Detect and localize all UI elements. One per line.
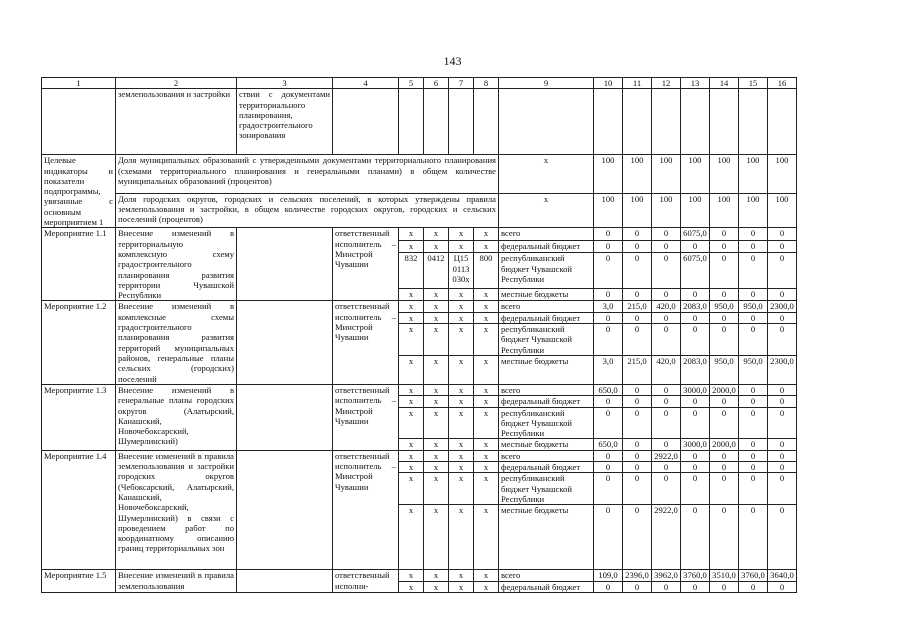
funding-value: 0: [623, 439, 652, 450]
funding-value: 0: [768, 228, 797, 241]
event-basis-empty: [237, 384, 333, 450]
event-label: Мероприятие 1.4: [42, 450, 116, 569]
budget-code: x: [449, 570, 474, 581]
funding-value: 0: [594, 581, 623, 592]
funding-source: республиканский бюджет Чувашской Республики: [499, 473, 594, 505]
funding-value: 0: [594, 228, 623, 241]
indicator-text: Доля городских округов, городских и сельских поселений, в которых утверждены правила землепользования и застройки, в общем количестве городских округов, городских и сельских поселений (процентов): [116, 193, 499, 228]
budget-code: x: [474, 439, 499, 450]
funding-value: 3640,0: [768, 570, 797, 581]
event-label: Мероприятие 1.3: [42, 384, 116, 450]
funding-value: 0: [739, 312, 768, 323]
funding-value: 3510,0: [710, 570, 739, 581]
funding-value: 0: [652, 462, 681, 473]
budget-code: x: [449, 228, 474, 241]
funding-value: 0: [652, 228, 681, 241]
indicator-value: 100: [768, 155, 797, 193]
funding-value: 0: [710, 324, 739, 356]
indicator-text: Доля муниципальных образований с утвержденными документами территориального планирования (схемами территориального планирования и генеральными планами) в общем количестве муниципальных образований (процентов): [116, 155, 499, 193]
funding-value: 0: [768, 581, 797, 592]
funding-value: 2396,0: [623, 570, 652, 581]
indicators-label: Целевые индикаторы и показатели подпрограммы, увязанные с основным мероприятием 1: [42, 155, 116, 228]
budget-code: x: [399, 355, 424, 384]
budget-code: x: [449, 473, 474, 505]
funding-source: всего: [499, 301, 594, 312]
funding-value: 0: [594, 288, 623, 301]
budget-code: x: [424, 439, 449, 450]
funding-value: 0: [594, 450, 623, 461]
funding-value: 0: [710, 240, 739, 253]
funding-value: 0: [594, 462, 623, 473]
budget-code: x: [399, 384, 424, 395]
funding-value: 0: [594, 312, 623, 323]
funding-value: 0: [768, 240, 797, 253]
responsible-executor: ответственный исполнитель – Минстрой Чувашии: [333, 228, 399, 301]
funding-value: 0: [623, 228, 652, 241]
funding-row: [42, 570, 797, 581]
indicator-value: 100: [652, 155, 681, 193]
funding-value: 0: [710, 581, 739, 592]
funding-value: 0: [768, 473, 797, 505]
funding-value: 0: [768, 396, 797, 407]
funding-value: 0: [768, 439, 797, 450]
column-number: 12: [652, 78, 681, 89]
indicator-value: 100: [652, 193, 681, 228]
budget-code: x: [424, 324, 449, 356]
funding-source: федеральный бюджет: [499, 581, 594, 592]
funding-value: 3,0: [594, 301, 623, 312]
funding-source: федеральный бюджет: [499, 462, 594, 473]
column-number: 5: [399, 78, 424, 89]
budget-code: x: [399, 312, 424, 323]
budget-code: x: [424, 396, 449, 407]
funding-value: 0: [710, 312, 739, 323]
column-number: 13: [681, 78, 710, 89]
budget-code: x: [449, 288, 474, 301]
budget-code: x: [399, 288, 424, 301]
indicator-value: 100: [710, 193, 739, 228]
funding-value: 2300,0: [768, 301, 797, 312]
budget-code: x: [399, 450, 424, 461]
continuation-row: [42, 89, 797, 155]
funding-value: 0: [623, 384, 652, 395]
funding-value: 0: [681, 324, 710, 356]
funding-value: 0: [710, 253, 739, 288]
column-number: 9: [499, 78, 594, 89]
funding-value: 0: [739, 450, 768, 461]
funding-source: местные бюджеты: [499, 355, 594, 384]
funding-value: 0: [710, 450, 739, 461]
funding-value: 0: [594, 407, 623, 439]
funding-value: 0: [681, 505, 710, 570]
indicator-value: 100: [594, 193, 623, 228]
funding-value: 420,0: [652, 355, 681, 384]
funding-value: 650,0: [594, 384, 623, 395]
budget-code: x: [474, 355, 499, 384]
funding-value: 0: [594, 505, 623, 570]
event-basis-empty: [237, 570, 333, 593]
funding-value: 950,0: [739, 301, 768, 312]
funding-value: 2000,0: [710, 439, 739, 450]
funding-value: 0: [739, 439, 768, 450]
indicator-value: 100: [594, 155, 623, 193]
budget-code: x: [449, 581, 474, 592]
event-description: Внесение изменений в генеральные планы городских округов (Алатырский, Канашский, Новочебоксарский, Шумерлинский): [116, 384, 237, 450]
event-label: Мероприятие 1.1: [42, 228, 116, 301]
event-basis-empty: [237, 450, 333, 569]
funding-value: 3962,0: [652, 570, 681, 581]
budget-code: x: [474, 324, 499, 356]
indicator-value: 100: [739, 193, 768, 228]
funding-value: 3000,0: [681, 384, 710, 395]
funding-row: [42, 384, 797, 395]
column-number: 1: [42, 78, 116, 89]
funding-value: 0: [739, 384, 768, 395]
funding-value: 2300,0: [768, 355, 797, 384]
budget-code: x: [474, 312, 499, 323]
budget-code: x: [424, 581, 449, 592]
column-number: 10: [594, 78, 623, 89]
indicator-row: [42, 155, 797, 193]
budget-code: x: [474, 384, 499, 395]
column-number: 7: [449, 78, 474, 89]
budget-code: x: [449, 384, 474, 395]
funding-value: 950,0: [739, 355, 768, 384]
event-description: Внесение изменений в правила землепользования: [116, 570, 237, 593]
budget-code: 800: [474, 253, 499, 288]
funding-value: 0: [681, 240, 710, 253]
budget-code: x: [424, 473, 449, 505]
budget-code: x: [449, 439, 474, 450]
column-number: 6: [424, 78, 449, 89]
budget-code: x: [424, 301, 449, 312]
funding-value: 950,0: [710, 355, 739, 384]
indicator-col9: x: [499, 155, 594, 193]
continued-description: землепользования и застройки: [116, 89, 237, 155]
funding-value: 0: [681, 407, 710, 439]
column-number: 16: [768, 78, 797, 89]
funding-value: 0: [623, 505, 652, 570]
budget-code: x: [424, 407, 449, 439]
funding-value: 0: [710, 396, 739, 407]
budget-code: x: [424, 450, 449, 461]
indicator-value: 100: [739, 155, 768, 193]
funding-value: 6075,0: [681, 228, 710, 241]
budget-code: Ц15 0113 030x: [449, 253, 474, 288]
funding-value: 0: [739, 581, 768, 592]
funding-value: 2083,0: [681, 355, 710, 384]
funding-value: 0: [652, 240, 681, 253]
funding-value: 0: [768, 288, 797, 301]
funding-value: 0: [652, 312, 681, 323]
indicator-value: 100: [681, 155, 710, 193]
funding-value: 215,0: [623, 301, 652, 312]
funding-value: 0: [623, 473, 652, 505]
budget-code: x: [449, 450, 474, 461]
funding-value: 0: [623, 396, 652, 407]
funding-value: 420,0: [652, 301, 681, 312]
funding-value: 0: [594, 240, 623, 253]
program-table: [41, 77, 797, 593]
indicator-row: [42, 193, 797, 228]
funding-row: [42, 450, 797, 461]
funding-value: 0: [623, 324, 652, 356]
funding-source: всего: [499, 384, 594, 395]
funding-value: 0: [652, 324, 681, 356]
funding-source: республиканский бюджет Чувашской Республики: [499, 253, 594, 288]
funding-value: 650,0: [594, 439, 623, 450]
budget-code: x: [474, 228, 499, 241]
funding-value: 2000,0: [710, 384, 739, 395]
budget-code: x: [399, 505, 424, 570]
funding-value: 0: [652, 473, 681, 505]
funding-value: 0: [739, 505, 768, 570]
funding-value: 0: [768, 312, 797, 323]
funding-source: всего: [499, 570, 594, 581]
column-number: 4: [333, 78, 399, 89]
budget-code: 832: [399, 253, 424, 288]
event-description: Внесение изменений в территориальную комплексную схему градостроительного планирования развития территории Чувашской Республики: [116, 228, 237, 301]
budget-code: x: [474, 301, 499, 312]
budget-code: x: [424, 384, 449, 395]
funding-source: местные бюджеты: [499, 505, 594, 570]
funding-value: 0: [739, 228, 768, 241]
funding-source: федеральный бюджет: [499, 312, 594, 323]
column-number: 3: [237, 78, 333, 89]
funding-value: 0: [681, 396, 710, 407]
budget-code: x: [399, 228, 424, 241]
column-number: 11: [623, 78, 652, 89]
funding-row: [42, 301, 797, 312]
funding-value: 0: [623, 240, 652, 253]
funding-value: 0: [739, 396, 768, 407]
funding-value: 109,0: [594, 570, 623, 581]
budget-code: x: [424, 312, 449, 323]
funding-value: 0: [594, 324, 623, 356]
funding-value: 3760,0: [681, 570, 710, 581]
funding-value: 0: [768, 450, 797, 461]
funding-value: 0: [681, 288, 710, 301]
budget-code: x: [424, 228, 449, 241]
funding-value: 0: [739, 240, 768, 253]
budget-code: x: [424, 288, 449, 301]
funding-value: 0: [768, 407, 797, 439]
funding-value: 0: [768, 253, 797, 288]
column-number: 15: [739, 78, 768, 89]
funding-value: 0: [623, 312, 652, 323]
event-basis-empty: [237, 301, 333, 384]
budget-code: x: [399, 581, 424, 592]
funding-source: всего: [499, 450, 594, 461]
budget-code: x: [399, 324, 424, 356]
funding-value: 0: [710, 505, 739, 570]
funding-value: 0: [652, 384, 681, 395]
event-label: Мероприятие 1.2: [42, 301, 116, 384]
indicator-value: 100: [768, 193, 797, 228]
funding-value: 2922,0: [652, 505, 681, 570]
budget-code: x: [474, 505, 499, 570]
funding-value: 0: [739, 253, 768, 288]
funding-value: 0: [768, 324, 797, 356]
funding-value: 0: [681, 473, 710, 505]
page-number: 143: [443, 54, 462, 68]
funding-value: 3,0: [594, 355, 623, 384]
funding-value: 0: [623, 581, 652, 592]
budget-code: x: [424, 355, 449, 384]
indicator-value: 100: [623, 155, 652, 193]
funding-value: 0: [623, 407, 652, 439]
event-description: Внесение изменений в правила землепользования и застройки городских округов (Чебоксарский, Алатырский, Канашский, Новочебоксарский, Шумерлинский) в связи с проведением работ по координатному описанию границ территориальных зон: [116, 450, 237, 569]
column-number: 14: [710, 78, 739, 89]
responsible-executor: ответственный исполнитель – Минстрой Чувашии: [333, 384, 399, 450]
budget-code: x: [474, 581, 499, 592]
funding-value: 0: [652, 396, 681, 407]
funding-value: 0: [652, 288, 681, 301]
funding-source: местные бюджеты: [499, 288, 594, 301]
indicator-value: 100: [710, 155, 739, 193]
funding-source: всего: [499, 228, 594, 241]
budget-code: x: [474, 570, 499, 581]
budget-code: x: [449, 505, 474, 570]
funding-value: 0: [739, 407, 768, 439]
funding-value: 0: [623, 253, 652, 288]
funding-value: 0: [768, 462, 797, 473]
budget-code: x: [399, 473, 424, 505]
funding-row: [42, 228, 797, 241]
column-number-row: [42, 78, 797, 89]
funding-value: 0: [594, 396, 623, 407]
funding-value: 0: [623, 288, 652, 301]
budget-code: x: [399, 396, 424, 407]
funding-value: 950,0: [710, 301, 739, 312]
budget-code: x: [399, 570, 424, 581]
funding-value: 0: [652, 581, 681, 592]
indicator-value: 100: [681, 193, 710, 228]
funding-source: федеральный бюджет: [499, 240, 594, 253]
funding-value: 0: [623, 450, 652, 461]
budget-code: x: [474, 473, 499, 505]
column-number: 2: [116, 78, 237, 89]
budget-code: x: [424, 505, 449, 570]
budget-code: x: [449, 396, 474, 407]
event-basis-empty: [237, 228, 333, 301]
funding-value: 0: [768, 384, 797, 395]
indicator-value: 100: [623, 193, 652, 228]
funding-value: 0: [652, 407, 681, 439]
event-description: Внесение изменений в комплексные схемы градостроительного планирования развития территорий муниципальных районов, генеральные планы сельских (городских) поселений: [116, 301, 237, 384]
budget-code: x: [449, 355, 474, 384]
funding-value: 0: [710, 473, 739, 505]
budget-code: x: [399, 407, 424, 439]
funding-source: республиканский бюджет Чувашской Республики: [499, 407, 594, 439]
responsible-executor: ответственный исполнитель – Минстрой Чувашии: [333, 450, 399, 569]
budget-code: x: [474, 407, 499, 439]
funding-value: 0: [652, 253, 681, 288]
budget-code: x: [449, 312, 474, 323]
budget-code: x: [449, 240, 474, 253]
budget-code: x: [449, 462, 474, 473]
budget-code: x: [399, 462, 424, 473]
budget-code: x: [399, 439, 424, 450]
funding-source: местные бюджеты: [499, 439, 594, 450]
event-label: Мероприятие 1.5: [42, 570, 116, 593]
budget-code: x: [399, 240, 424, 253]
funding-value: 0: [710, 228, 739, 241]
budget-code: x: [449, 407, 474, 439]
funding-value: 6075,0: [681, 253, 710, 288]
budget-code: x: [424, 462, 449, 473]
budget-code: x: [424, 240, 449, 253]
funding-value: 0: [710, 288, 739, 301]
budget-code: x: [474, 288, 499, 301]
column-number: 8: [474, 78, 499, 89]
budget-code: 0412: [424, 253, 449, 288]
budget-code: x: [474, 462, 499, 473]
budget-code: x: [449, 301, 474, 312]
responsible-executor: ответственный исполни-: [333, 570, 399, 593]
funding-value: 0: [681, 462, 710, 473]
funding-value: 0: [681, 312, 710, 323]
budget-code: x: [474, 396, 499, 407]
funding-value: 0: [681, 450, 710, 461]
funding-value: 0: [739, 473, 768, 505]
funding-value: 2083,0: [681, 301, 710, 312]
funding-source: федеральный бюджет: [499, 396, 594, 407]
funding-value: 0: [710, 462, 739, 473]
continued-basis: ствии с документами территориального планирования, градостроительного зонирования: [237, 89, 333, 155]
budget-code: x: [474, 450, 499, 461]
funding-value: 3760,0: [739, 570, 768, 581]
funding-value: 0: [739, 462, 768, 473]
funding-value: 2922,0: [652, 450, 681, 461]
budget-code: x: [424, 570, 449, 581]
indicator-col9: x: [499, 193, 594, 228]
funding-value: 0: [594, 253, 623, 288]
funding-value: 0: [739, 288, 768, 301]
funding-value: 0: [739, 324, 768, 356]
budget-code: x: [399, 301, 424, 312]
funding-source: республиканский бюджет Чувашской Республики: [499, 324, 594, 356]
funding-value: 0: [594, 473, 623, 505]
funding-value: 215,0: [623, 355, 652, 384]
funding-value: 0: [623, 462, 652, 473]
funding-value: 0: [710, 407, 739, 439]
funding-value: 0: [652, 439, 681, 450]
budget-code: x: [449, 324, 474, 356]
budget-code: x: [474, 240, 499, 253]
responsible-executor: ответственный исполнитель – Минстрой Чувашии: [333, 301, 399, 384]
funding-value: 0: [681, 581, 710, 592]
funding-value: 0: [768, 505, 797, 570]
funding-value: 3000,0: [681, 439, 710, 450]
